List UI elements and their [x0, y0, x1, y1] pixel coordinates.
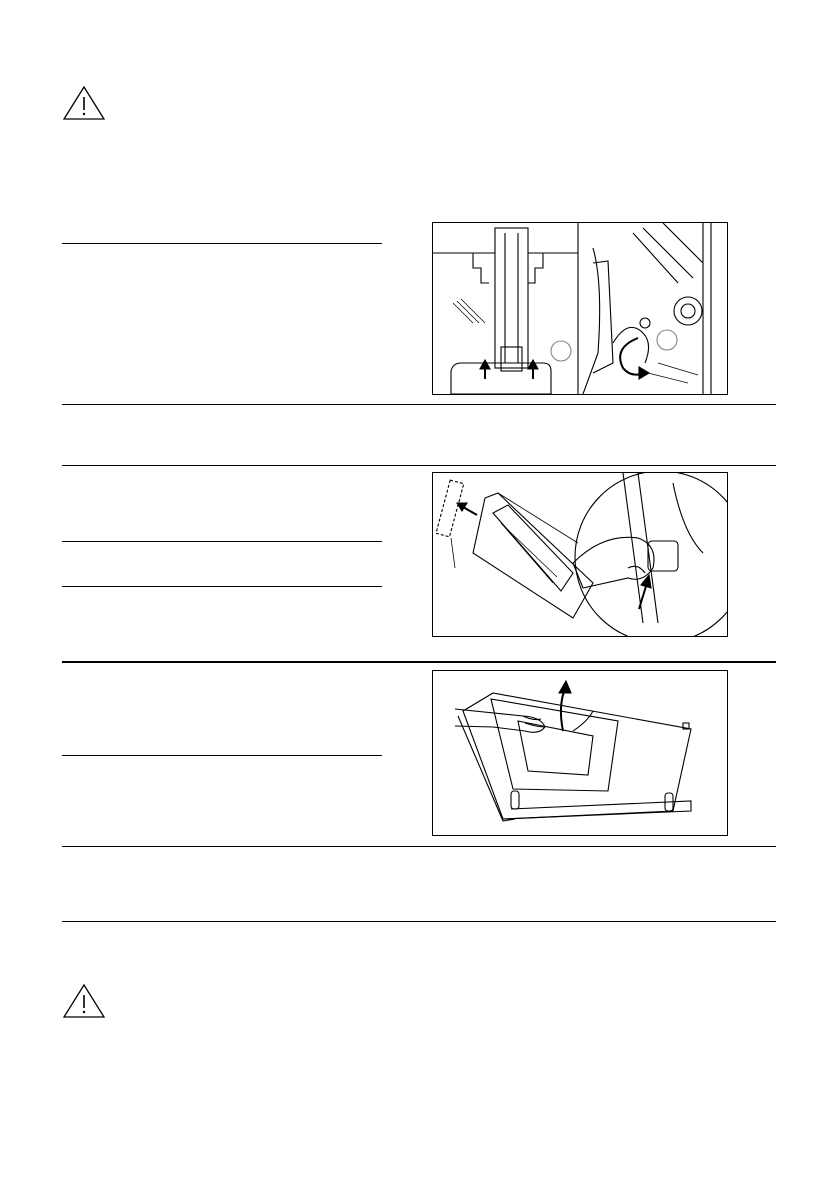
section-divider	[62, 586, 382, 587]
hinge-lock-figure	[432, 222, 728, 395]
section-divider	[62, 846, 776, 847]
section-divider	[62, 465, 776, 466]
section-divider	[62, 661, 776, 663]
section-divider	[62, 541, 382, 542]
warning-triangle-icon	[62, 983, 106, 1019]
warning-triangle-icon	[62, 85, 106, 121]
section-divider	[62, 755, 382, 756]
glass-panel-removal-figure	[432, 670, 728, 836]
section-divider	[62, 243, 382, 244]
section-divider	[62, 404, 776, 405]
section-divider	[62, 921, 776, 922]
door-frame-removal-figure	[432, 472, 728, 637]
